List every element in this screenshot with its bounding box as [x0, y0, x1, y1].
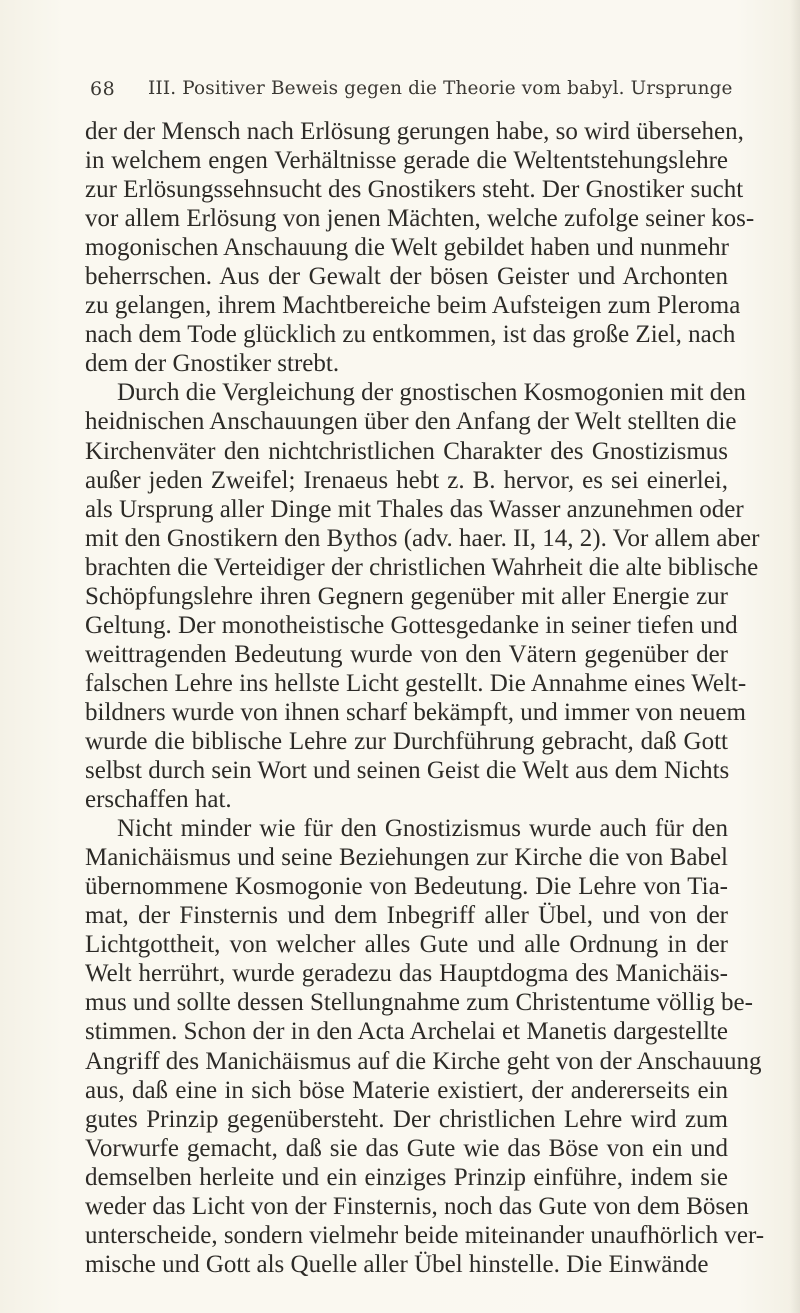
text-line: Vorwurfe gemacht, daß sie das Gute wie das Böse von ein und	[85, 1134, 728, 1162]
text-line: mat, der Finsternis und dem Inbegriff aller Übel, und von der	[85, 902, 728, 930]
text-line: falschen Lehre ins hellste Licht gestellt. Die Annahme eines Welt-	[85, 669, 747, 697]
text-line: Nicht minder wie für den Gnostizismus wurde auch für den	[117, 815, 728, 843]
text-line: der der Mensch nach Erlösung gerungen habe, so wird übersehen,	[85, 118, 744, 145]
text-line: aus, daß eine in sich böse Materie existiert, der andererseits ein	[85, 1076, 728, 1104]
text-line: gutes Prinzip gegenübersteht. Der christlichen Lehre wird zum	[85, 1105, 728, 1133]
text-line: erschaffen hat.	[85, 786, 232, 814]
text-line: Welt herrührt, wurde geradezu das Hauptdogma des Manichäis-	[85, 960, 728, 988]
text-line: Angriff des Manichäismus auf die Kirche geht von der Anschauung	[85, 1047, 762, 1075]
text-line: mit den Gnostikern den Bythos (adv. haer. II, 14, 2). Vor allem aber	[85, 524, 760, 552]
text-line: selbst durch sein Wort und seinen Geist die Welt aus dem Nichts	[85, 757, 730, 785]
text-line: heidnischen Anschauungen über den Anfang der Welt stellten die	[85, 408, 737, 436]
text-line: mogonischen Anschauung die Welt gebildet haben und nunmehr	[85, 234, 729, 262]
page-number: 68	[90, 78, 116, 100]
text-line: beherrschen. Aus der Gewalt der bösen Geister und Archonten	[85, 263, 728, 291]
text-line: unterscheide, sondern vielmehr beide miteinander unaufhörlich ver-	[85, 1221, 765, 1249]
text-line: mische und Gott als Quelle aller Übel hinstelle. Die Einwände	[85, 1250, 709, 1278]
text-line: wurde die biblische Lehre zur Durchführung gebracht, daß Gott	[85, 727, 728, 755]
text-line: weder das Licht von der Finsternis, noch das Gute von dem Bösen	[85, 1192, 749, 1220]
text-line: nach dem Tode glücklich zu entkommen, ist das große Ziel, nach	[85, 321, 736, 349]
paragraph	[85, 378, 760, 814]
text-line: zur Erlösungssehnsucht des Gnostikers steht. Der Gnostiker sucht	[85, 176, 744, 204]
text-line: Schöpfungslehre ihren Gegnern gegenüber mit aller Energie zur	[85, 582, 728, 610]
text-line: Kirchenväter den nichtchristlichen Charakter des Gnostizismus	[85, 437, 728, 465]
text-line: Lichtgottheit, von welcher alles Gute und alle Ordnung in der	[85, 931, 728, 959]
text-line: bildners wurde von ihnen scharf bekämpft, und immer von neuem	[85, 698, 746, 726]
text-line: Manichäismus und seine Beziehungen zur Kirche die von Babel	[85, 844, 728, 872]
page-header	[90, 78, 750, 106]
body-text	[85, 117, 765, 1279]
text-line: stimmen. Schon der in den Acta Archelai et Manetis dargestellte	[85, 1018, 728, 1046]
page-edge-shadow	[790, 0, 800, 1313]
text-line: außer jeden Zweifel; Irenaeus hebt z. B. hervor, es sei einerlei,	[85, 466, 728, 494]
text-line: Geltung. Der monotheistische Gottesgedanke in seiner tiefen und	[85, 611, 738, 639]
text-line: als Ursprung aller Dinge mit Thales das Wasser anzunehmen oder	[85, 495, 744, 523]
text-line: weittragenden Bedeutung wurde von den Vätern gegenüber der	[85, 640, 728, 668]
text-line: mus und sollte dessen Stellungnahme zum Christentume völlig be-	[85, 989, 753, 1017]
running-title: III. Positiver Beweis gegen die Theorie vom babyl. Ursprunge	[148, 78, 733, 99]
text-line: zu gelangen, ihrem Machtbereiche beim Aufsteigen zum Pleroma	[85, 292, 741, 320]
text-line: vor allem Erlösung von jenen Mächten, welche zufolge seiner kos-	[85, 205, 755, 233]
text-line: Durch die Vergleichung der gnostischen Kosmogonien mit den	[117, 379, 746, 407]
text-line: demselben herleite und ein einziges Prinzip einführe, indem sie	[85, 1163, 728, 1191]
text-line: in welchem engen Verhältnisse gerade die Weltentstehungslehre	[85, 147, 728, 175]
text-line: übernommene Kosmogonie von Bedeutung. Die Lehre von Tia-	[85, 873, 728, 901]
text-line: brachten die Verteidiger der christlichen Wahrheit die alte biblische	[85, 553, 759, 581]
paragraph	[85, 117, 755, 378]
paragraph	[85, 814, 765, 1279]
text-line: dem der Gnostiker strebt.	[85, 350, 340, 378]
